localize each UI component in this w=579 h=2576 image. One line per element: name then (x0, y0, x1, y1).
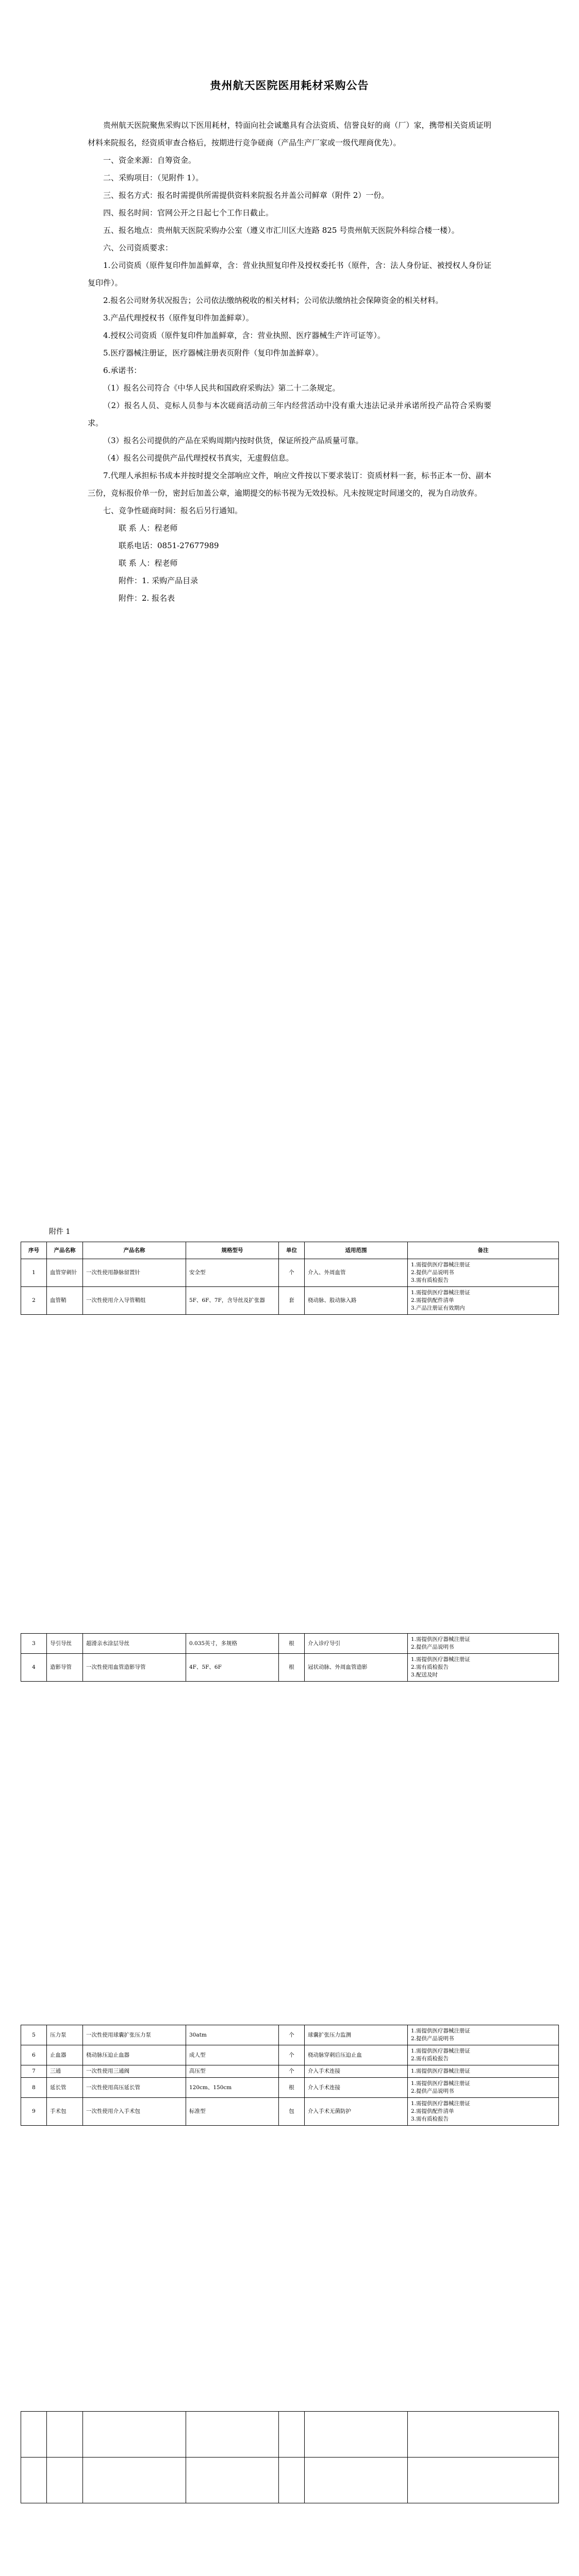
table-cell (305, 2458, 408, 2503)
table-row (21, 2065, 559, 2078)
notice-item: 1.公司资质（原件复印件加盖鲜章，含：营业执照复印件及授权委托书（原件，含：法人身份证、被授权人身份证复印件）。 (88, 261, 491, 287)
notice-items (88, 151, 491, 519)
notice-item: 6.承诺书： (103, 366, 142, 375)
table-cell (21, 2458, 47, 2503)
table-cell: 4 (21, 1654, 47, 1682)
table-cell: 8 (21, 2078, 47, 2098)
table-cell: 2 (21, 1287, 47, 1315)
notice-item: 七、竞争性磋商时间：报名后另行通知。 (103, 506, 243, 515)
notice-item: 3.产品代理授权书（原件复印件加盖鲜章）。 (103, 313, 254, 323)
table-header-cell: 序号 (21, 1242, 47, 1259)
table-cell: 介入、外周血管 (305, 1259, 408, 1287)
table-cell: 桡动脉压迫止血器 (83, 2045, 186, 2065)
table-cell: 根 (279, 2078, 305, 2098)
table-cell (186, 2412, 279, 2458)
table-cell: 根 (279, 1634, 305, 1654)
table-cell: 包 (279, 2098, 305, 2126)
notice-item: 五、报名地点：贵州航天医院采购办公室（遵义市汇川区大连路 825 号贵州航天医院外科综合楼一楼）。 (103, 226, 459, 235)
notice-item: （3）报名公司提供的产品在采购周期内按时供货，保证所投产品质量可靠。 (103, 436, 363, 445)
table-cell: 个 (279, 2025, 305, 2045)
table-cell: 1 (21, 1259, 47, 1287)
contact-line: 联 系 人：程老师 (119, 523, 178, 533)
table-cell: 1.需提供医疗器械注册证 2.需提供配件清单 3.产品注册证有效期内 (408, 1287, 559, 1315)
table-cell: 标准型 (186, 2098, 279, 2126)
table-row (21, 2078, 559, 2098)
notice-item: （2）报名人员、竞标人员参与本次磋商活动前三年内经营活动中没有重大违法记录并承诺所投产品符合采购要求。 (88, 401, 491, 428)
table-header-cell: 产品名称 (83, 1242, 186, 1259)
table-cell: 一次性使用血管造影导管 (83, 1654, 186, 1682)
notice-item: 二、采购项目：（见附件 1）。 (103, 173, 204, 182)
table-cell (279, 2412, 305, 2458)
table-cell (408, 2458, 559, 2503)
table-cell (279, 2458, 305, 2503)
table-cell: 介入诊疗导引 (305, 1634, 408, 1654)
annex1-table-part1 (21, 1242, 559, 1315)
table-cell: 压力泵 (47, 2025, 83, 2045)
notice-item: 四、报名时间：官网公开之日起七个工作日截止。 (103, 208, 274, 217)
table-cell: 1.需提供医疗器械注册证 2.需有质检报告 (408, 2045, 559, 2065)
table-cell: 0.035英寸，多规格 (186, 1634, 279, 1654)
table-cell: 1.需提供医疗器械注册证 2.提供产品说明书 (408, 1634, 559, 1654)
table-cell: 介入手术连接 (305, 2065, 408, 2078)
table-cell: 5F、6F、7F，含导丝及扩张器 (186, 1287, 279, 1315)
table-row (21, 1259, 559, 1287)
contact-line: 附件：1. 采购产品目录 (119, 576, 198, 585)
notice-item: 5.医疗器械注册证，医疗器械注册表页附件（复印件加盖鲜章）。 (103, 348, 323, 358)
table-cell: 桡动脉穿刺后压迫止血 (305, 2045, 408, 2065)
table-cell: 止血器 (47, 2045, 83, 2065)
table-cell: 血管穿刺针 (47, 1259, 83, 1287)
annex1-table-part2 (21, 1633, 559, 1682)
table-row (21, 2025, 559, 2045)
notice-item: 7.代理人承担标书成本并按时提交全部响应文件，响应文件按以下要求装订：资质材料一套，标书正本一份、副本三份，竞标报价单一份，密封后加盖公章，逾期提交的标书视为无效投标。凡未按规定时间递交的，视为自动放弃。 (88, 471, 491, 498)
table-cell: 一次性使用介入导管鞘组 (83, 1287, 186, 1315)
table-cell: 一次性使用介入手术包 (83, 2098, 186, 2126)
table-header-row (21, 1242, 559, 1259)
table-cell: 手术包 (47, 2098, 83, 2126)
table-row (21, 1634, 559, 1654)
table-cell (186, 2458, 279, 2503)
table-cell: 6 (21, 2045, 47, 2065)
notice-contacts (88, 519, 491, 607)
annex1-table-part3 (21, 2025, 559, 2126)
table-cell: 桡动脉、股动脉入路 (305, 1287, 408, 1315)
table-cell: 1.需提供医疗器械注册证 2.需提供配件清单 3.需有质检报告 (408, 2098, 559, 2126)
table-cell: 个 (279, 2065, 305, 2078)
table-cell: 超滑亲水涂层导丝 (83, 1634, 186, 1654)
table-row (21, 2412, 559, 2458)
notice-item: 六、公司资质要求： (103, 243, 173, 252)
table-cell: 一次性使用三通阀 (83, 2065, 186, 2078)
table-cell (47, 2412, 83, 2458)
annex1-label: 附件 1 (49, 1228, 71, 1236)
notice-item: 2.报名公司财务状况报告；公司依法缴纳税收的相关材料；公司依法缴纳社会保障资金的相关材料。 (103, 296, 443, 305)
table-cell: 9 (21, 2098, 47, 2126)
table-header-cell: 单位 (279, 1242, 305, 1259)
table-cell (408, 2412, 559, 2458)
table-cell (47, 2458, 83, 2503)
contact-line: 联系电话：0851-27677989 (119, 541, 219, 550)
table-row (21, 2045, 559, 2065)
table-header-cell: 产品名称 (47, 1242, 83, 1259)
annex1-table-part4 (21, 2411, 559, 2503)
table-row (21, 1287, 559, 1315)
table-cell: 导引导丝 (47, 1634, 83, 1654)
table-cell: 1.需提供医疗器械注册证 2.需有质检报告 3.配送及时 (408, 1654, 559, 1682)
table-header-cell: 适用范围 (305, 1242, 408, 1259)
table-cell: 1.需提供医疗器械注册证 2.提供产品说明书 (408, 2078, 559, 2098)
table-cell: 一次性使用球囊扩张压力泵 (83, 2025, 186, 2045)
table-cell: 7 (21, 2065, 47, 2078)
table-row (21, 2098, 559, 2126)
table-cell (83, 2412, 186, 2458)
table-cell: 一次性使用高压延长管 (83, 2078, 186, 2098)
table-row (21, 1654, 559, 1682)
table-cell: 1.需提供医疗器械注册证 2.提供产品说明书 3.需有质检报告 (408, 1259, 559, 1287)
notice-section (0, 0, 579, 607)
table-cell: 套 (279, 1287, 305, 1315)
table-cell: 120cm、150cm (186, 2078, 279, 2098)
table-row (21, 2458, 559, 2503)
table-cell (305, 2412, 408, 2458)
table-cell: 安全型 (186, 1259, 279, 1287)
notice-item: 一、资金来源：自筹资金。 (103, 156, 196, 165)
table-cell: 个 (279, 1259, 305, 1287)
table-cell: 30atm (186, 2025, 279, 2045)
table-cell: 延长管 (47, 2078, 83, 2098)
notice-item: （1）报名公司符合《中华人民共和国政府采购法》第二十二条规定。 (103, 383, 340, 393)
table-cell: 球囊扩张压力监测 (305, 2025, 408, 2045)
notice-item: （4）报名公司提供产品代理授权书真实，无虚假信息。 (103, 453, 294, 463)
table-cell: 血管鞘 (47, 1287, 83, 1315)
table-cell: 根 (279, 1654, 305, 1682)
table-cell: 1.需提供医疗器械注册证 (408, 2065, 559, 2078)
table-header-cell: 规格型号 (186, 1242, 279, 1259)
table-cell: 造影导管 (47, 1654, 83, 1682)
notice-title: 贵州航天医院医用耗材采购公告 (210, 79, 369, 92)
notice-item: 4.授权公司资质（原件复印件加盖鲜章，含：营业执照、医疗器械生产许可证等）。 (103, 331, 385, 340)
notice-intro: 贵州航天医院聚焦采购以下医用耗材，特面向社会诚邀具有合法资质、信誉良好的商（厂）家，携带相关资质证明材料来院报名，经资质审查合格后，按期进行竞争磋商（产品生产厂家或一级代理商优先）。 (88, 121, 491, 147)
table-cell (83, 2458, 186, 2503)
table-cell: 介入手术无菌防护 (305, 2098, 408, 2126)
table-cell: 冠状动脉、外周血管造影 (305, 1654, 408, 1682)
contact-line: 附件：2. 报名表 (119, 594, 175, 603)
table-cell: 3 (21, 1634, 47, 1654)
table-cell: 介入手术连接 (305, 2078, 408, 2098)
table-cell: 一次性使用静脉留置针 (83, 1259, 186, 1287)
table-cell: 5 (21, 2025, 47, 2045)
table-cell: 成人型 (186, 2045, 279, 2065)
table-cell: 4F、5F、6F (186, 1654, 279, 1682)
table-cell (21, 2412, 47, 2458)
table-cell: 1.需提供医疗器械注册证 2.提供产品说明书 (408, 2025, 559, 2045)
table-cell: 高压型 (186, 2065, 279, 2078)
table-header-cell: 备注 (408, 1242, 559, 1259)
contact-line: 联 系 人：程老师 (119, 558, 178, 568)
notice-item: 三、报名方式：报名时需提供所需提供资料来院报名并盖公司鲜章（附件 2）一份。 (103, 191, 389, 200)
table-cell: 个 (279, 2045, 305, 2065)
table-cell: 三通 (47, 2065, 83, 2078)
